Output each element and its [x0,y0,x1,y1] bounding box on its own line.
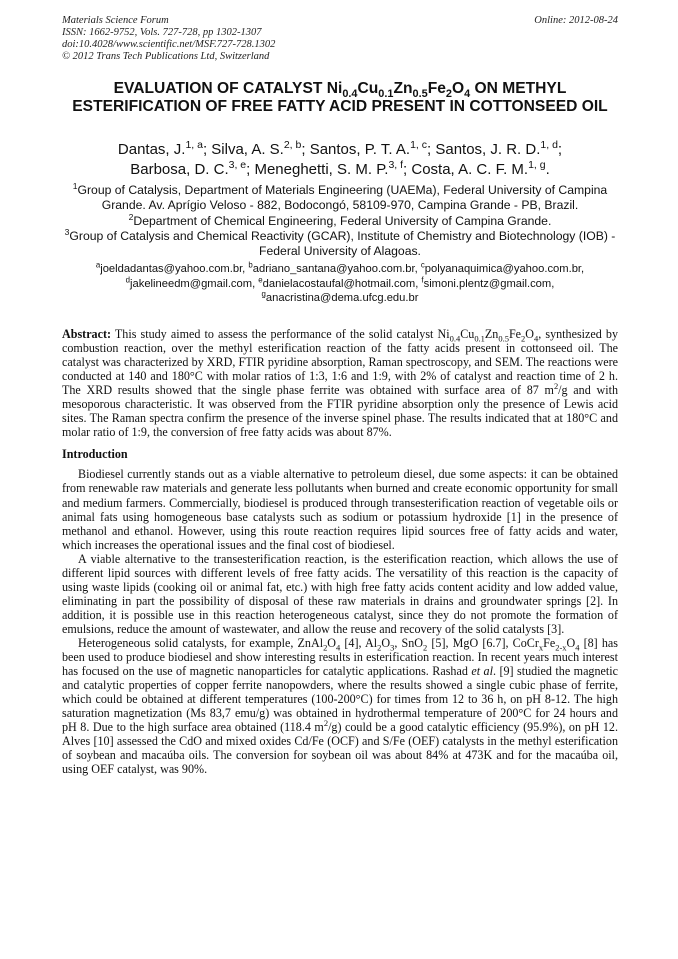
issn-line: ISSN: 1662-9752, Vols. 727-728, pp 1302-1307 [62,27,262,38]
affiliations [62,180,618,259]
author-name: Meneghetti, S. M. P. [254,161,389,178]
affiliation-2: $^2$Department of Chemical Engineering, Federal University of Campina Grande. [128,211,552,228]
journal-name: Materials Science Forum [62,15,169,26]
section-heading-introduction: Introduction [62,447,128,462]
author-list: Dantas, J.$^{1, a}$; Silva, A. S.$^{2, b}$; Santos, P. T. A.$^{1, c}$; Santos, J. R. D.$^{1, d}$; Barbosa, D. C.$^{3, e}$; Meneghetti, S. M. P.$^{3, f}$; Costa, A. C. F. M.$^{1, g}$. [117,139,563,178]
copyright-line: © 2012 Trans Tech Publications Ltd, Switzerland [62,51,270,62]
email-link[interactable]: adriano_santana@yahoo.com.br [252,263,415,275]
email-link[interactable]: danielacostaufal@hotmail.com [262,277,416,290]
doi-line[interactable]: doi:10.4028/www.scientific.net/MSF.727-728.1302 [62,39,276,50]
author-name: Santos, P. T. A. [309,141,411,158]
paper-body [62,327,618,776]
journal-header [62,15,618,63]
author-name: Dantas, J. [117,141,186,158]
author-emails: $^a$joeldadantas@yahoo.com.br, $^b$adriano_santana@yahoo.com.br, $^c$polyanaquimica@yahoo.com.br, $^d$jakelineedm@gmail.com, $^e$danielacostaufal@hotmail.com, $^f$simoni.plentz@gmail.com, $^g$anacristina@dema.ufcg.edu.br [95,260,585,304]
affiliation-1: $^1$Group of Catalysis, Department of Materials Engineering (UAEMa), Federal University of Campina Grande. Av. Aprígio Veloso - 882, Bodocongó, 58109-970, Campina Grande - PB, Brazil. [72,180,608,213]
paper-title: EVALUATION OF CATALYST $Ni_{0.4}Cu_{0.1}Zn_{0.5}Fe_2O_4$ ON METHYL ESTERIFICATION OF FREE FATTY ACID PRESENT IN COTTONSEED OIL [72,80,608,115]
email-link[interactable]: anacristina@dema.ufcg.edu.br [265,292,419,304]
abstract: Abstract: This study aimed to assess the performance of the solid catalyst $Ni_{0.4}Cu_{0.1}Zn_{0.5}Fe_2O_4$, synthesized by combustion reaction, over the methyl esterification reaction of the fatty acids present in cottonseed oil. The catalyst was characterized by XRD, FTIR pyridine absorption, Raman spectroscopy, and SEM. The reactions were conducted at 140 and 180°C with molar ratios of 1:3, 1:6 and 1:9, with 2% of catalyst and reaction time of 2 h. The XRD results showed that the single phase ferrite was obtained with surface area of 87 $m^2/g$ and with mesoporous characteristic. It was observed from the FTIR pyridine absorption only the presence of Lewis acid sites. The Raman spectra confirm the presence of the inverse spinel phase. The results indicated that at 180°C and molar ratio of 1:9, the conversion of free fatty acids was about 87%. [62,327,618,440]
intro-paragraph-2: A viable alternative to the transesterification reaction, is the esterification reaction, which allows the use of different lipid sources with different levels of free fatty acids. The versatility of this reaction is the capacity of using waste lipids (cooking oil or animal fat, etc.) with high free fatty acids content acidity and low added value, eliminating in part the possibility of disposal of these raw materials in drains and groundwater springs [2]. In addition, it is possible use in this reaction heterogeneous catalyst, since they do not promote the formation of emulsions, reduce the amount of wastewater, and allow the reuse and recovery of the solid catalysts [3]. [62,551,618,636]
author-name: Silva, A. S. [211,141,284,158]
intro-paragraph-3: Heterogeneous solid catalysts, for example, $ZnAl_2O_4$ [4], $Al_2O_3$, SnO$_2$ [5], MgO [6.7], $CoCr_xFe_{2-x}O_4$ [8] has been used to produce biodiesel and show interesting results in esterification reaction. In recent years much interest has focused on the use of magnetic nanoparticles for catalytic applications. Rashad et al. [9] studied the magnetic and catalytic properties of copper ferrite nanopowders, where the results showed a single cubic phase of ferrite, which could be obtained at different temperatures (100-200°C) for times from 12 to 36 h, on pH 8-12. The high saturation magnetization (Ms 83,7 emu/g) was obtained in hydrothermal temperature of 200°C for 24 hours and pH 8. Due to the high surface area obtained (118.4 $m^2/g$) could be a good catalytic efficiency (95.9%), on pH 12. Alves [10] assessed the CdO and mixed oxides Cd/Fe (OCF) and S/Fe (OEF) catalysts in the methyl esterification of soybean and macaúba oils. The conversion for soybean oil was about 84% at 473K and for the macaúba oil, using OEF catalyst, was 90%. [62,635,618,777]
author-name: Barbosa, D. C. [130,161,229,178]
intro-paragraph-1: Biodiesel currently stands out as a viable alternative to petroleum diesel, due some aspects: it can be obtained from renewable raw materials and generate less pollutants when burned and create economic opportunity for small and medium farmers. Commercially, biodiesel is produced through transesterification reaction of vegetable oils or animal fats using homogeneous base catalysts such as sodium or potassium hydroxide [1] in the presence of methanol and ethanol. However, using this route reaction requires lipid sources free of fatty acids and water, which increases the operational issues and the final cost of biodiesel. [62,467,618,552]
author-name: Santos, J. R. D. [435,141,541,158]
email-link[interactable]: jakelineedm@gmail.com [130,277,253,290]
abstract-label: Abstract: [62,327,112,341]
affiliation-3: $^3$Group of Catalysis and Chemical Reactivity (GCAR), Institute of Chemistry and Biotechnology (IOB) - Federal University of Alagoas. [64,226,616,259]
email-link[interactable]: simoni.plentz@gmail.com [423,277,552,290]
author-name: Costa, A. C. F. M. [411,161,529,178]
email-link[interactable]: polyanaquimica@yahoo.com.br [424,263,582,275]
email-link[interactable]: joeldadantas@yahoo.com.br [100,263,243,275]
online-date: Online: 2012-08-24 [534,15,618,26]
